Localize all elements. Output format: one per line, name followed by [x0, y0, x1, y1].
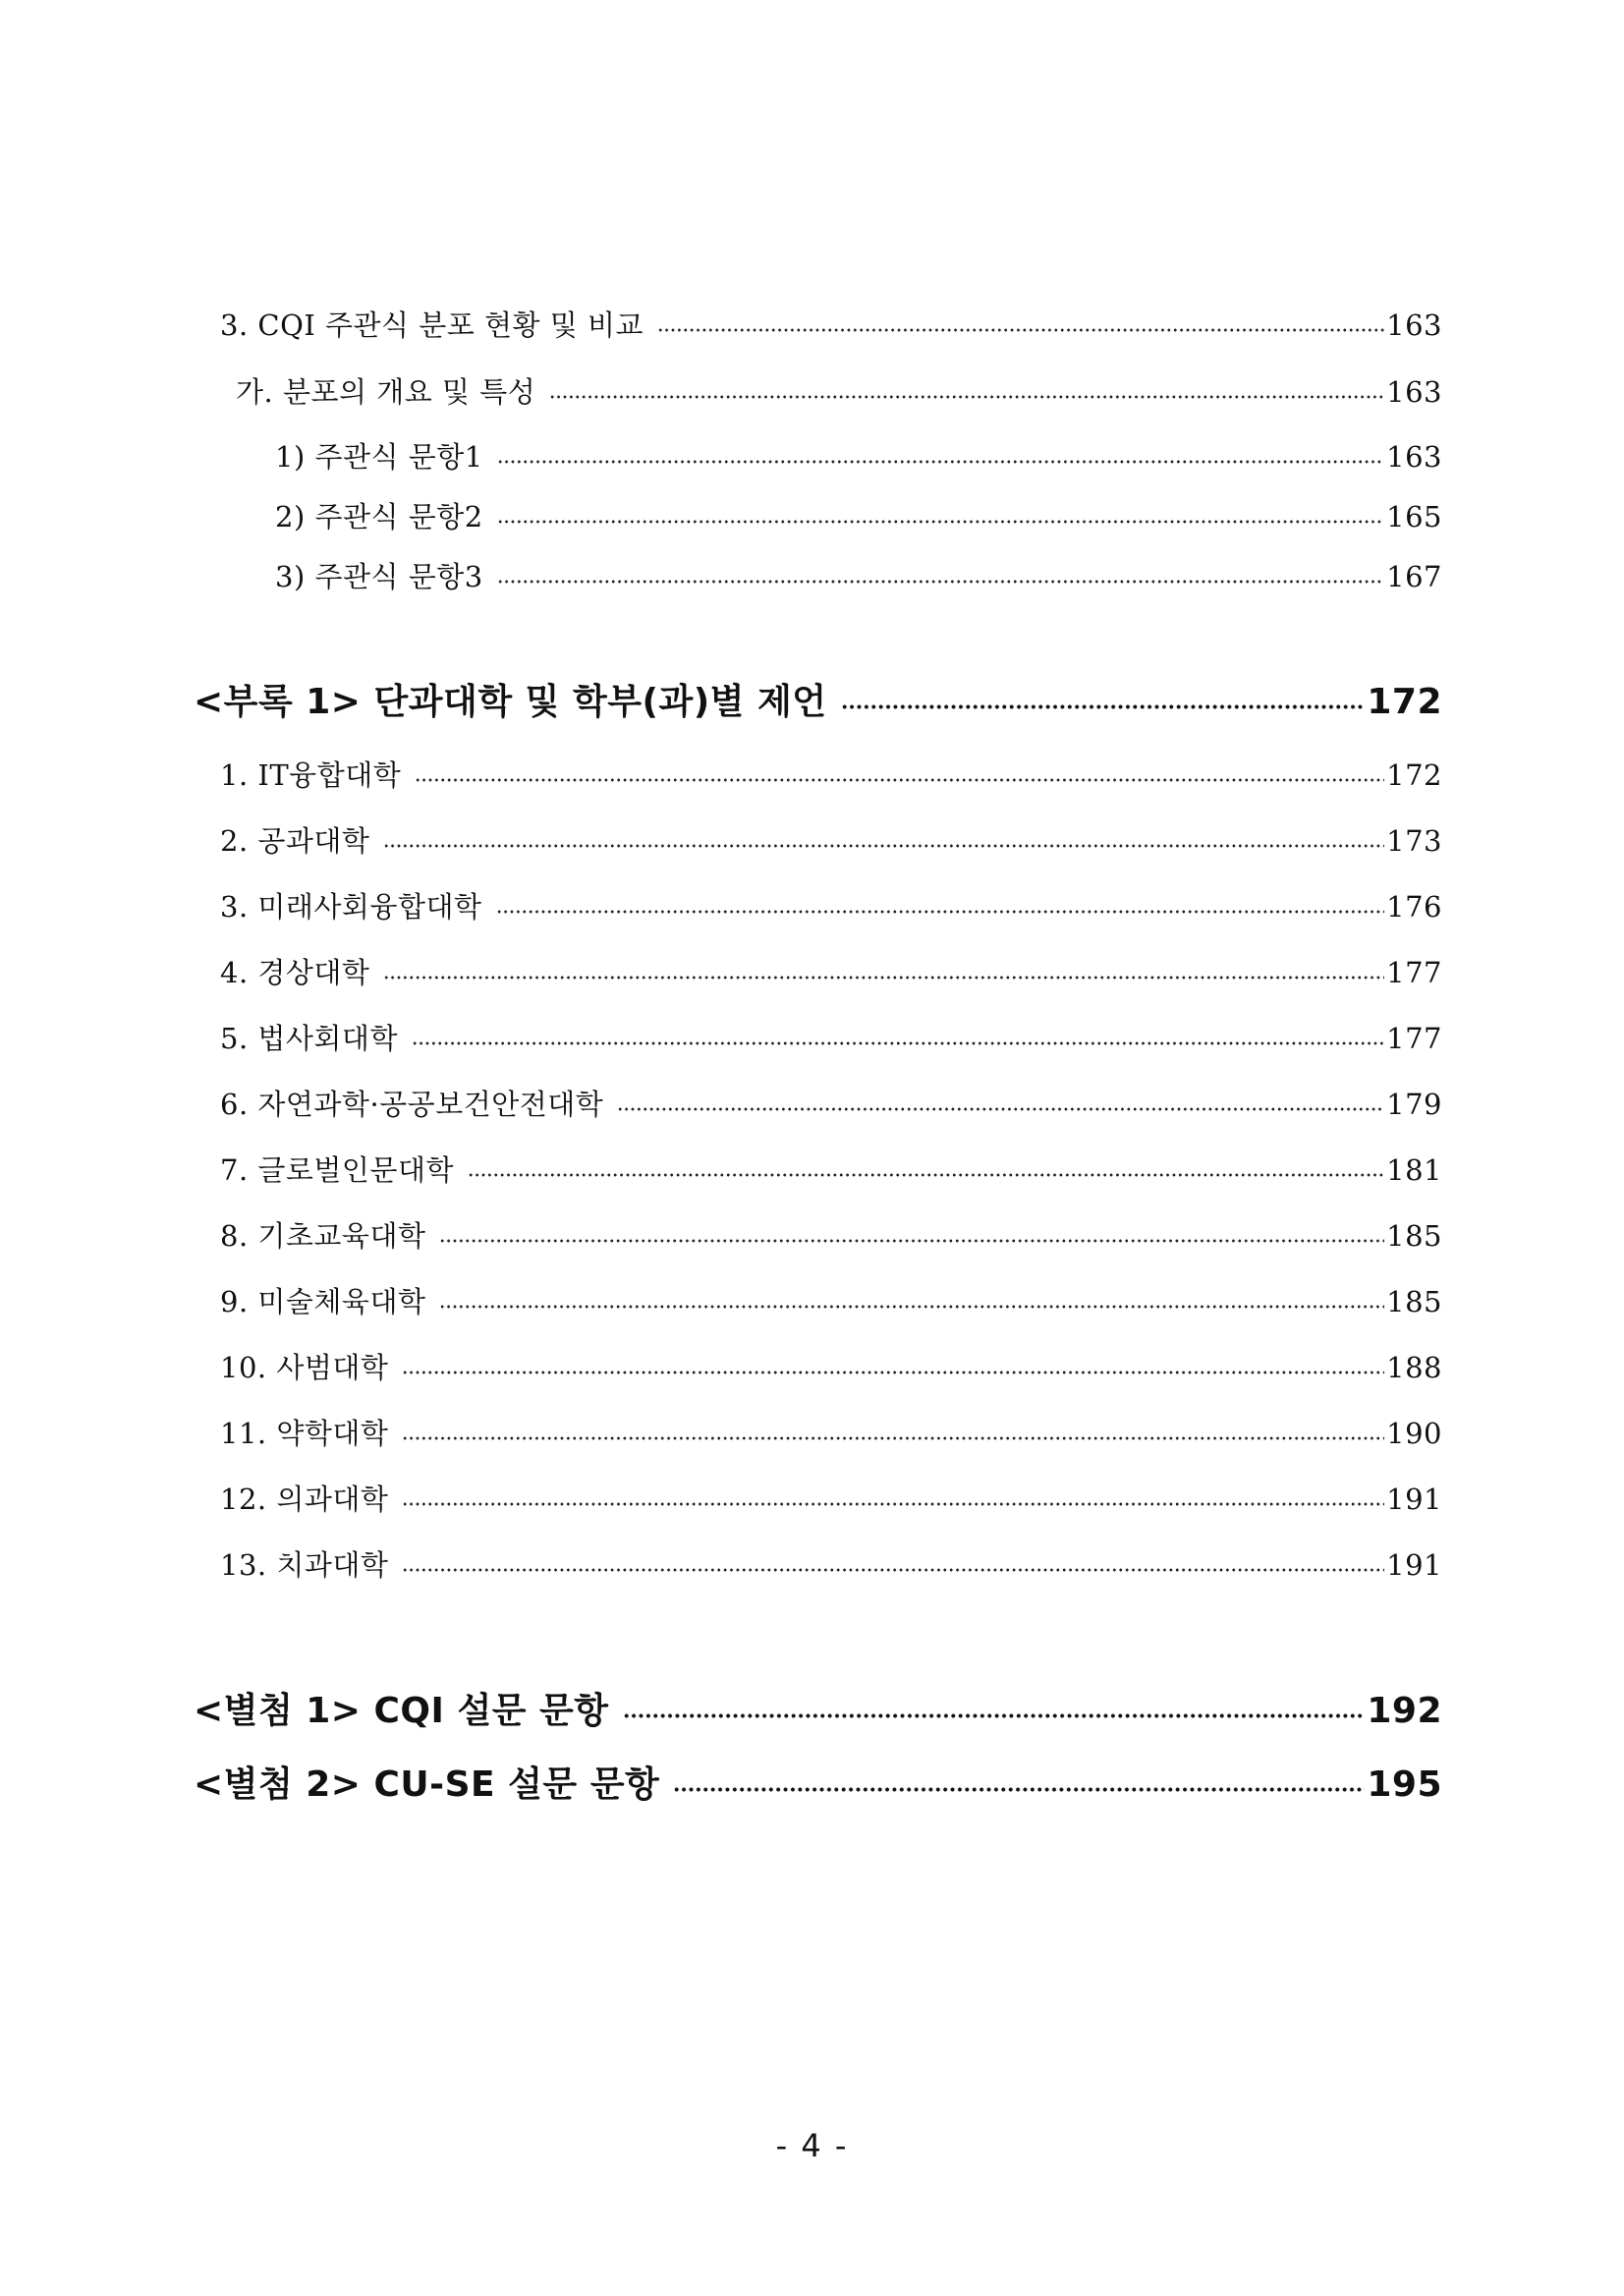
dot-leader: [402, 1482, 1384, 1513]
toc-entry-label: 3) 주관식 문항3: [275, 560, 483, 593]
toc-entry-page: 179: [1386, 1088, 1442, 1121]
toc-entry-label: 5. 법사회대학: [220, 1022, 398, 1055]
toc-entry-page: 177: [1386, 1022, 1442, 1055]
toc-entry-label: 7. 글로벌인문대학: [220, 1153, 454, 1187]
toc-entry[interactable]: [220, 1543, 1442, 1584]
dot-leader: [497, 439, 1384, 471]
toc-entry[interactable]: [220, 1148, 1442, 1189]
toc-entry-label: 9. 미술체육대학: [220, 1285, 426, 1318]
toc-entry[interactable]: [220, 951, 1442, 991]
toc-entry-page: 163: [1386, 375, 1442, 409]
dot-leader: [402, 1350, 1384, 1381]
toc-appendix-heading[interactable]: [194, 1683, 1442, 1733]
dot-leader: [549, 374, 1384, 406]
dot-leader: [412, 1021, 1384, 1052]
toc-entry[interactable]: [236, 370, 1442, 411]
toc-entry-page: 177: [1386, 956, 1442, 989]
toc-entry-label: 8. 기초교육대학: [220, 1219, 426, 1253]
toc-entry-page: 190: [1386, 1417, 1442, 1450]
toc-entry-page: 181: [1386, 1153, 1442, 1187]
dot-leader: [468, 1152, 1384, 1184]
toc-appendix-label: <별첨 1> CQI 설문 문항: [194, 1691, 609, 1731]
toc-entry-label: 가. 분포의 개요 및 특성: [236, 375, 536, 409]
toc-entry-page: 165: [1386, 500, 1442, 533]
toc-entry-page: 163: [1386, 440, 1442, 474]
dot-leader: [657, 308, 1384, 339]
toc-entry-label: 10. 사범대학: [220, 1351, 389, 1384]
dot-leader: [623, 1688, 1366, 1727]
toc-appendix-label: <별첨 2> CU-SE 설문 문항: [194, 1764, 660, 1805]
dot-leader: [415, 757, 1384, 789]
toc-entry-label: 2) 주관식 문항2: [275, 500, 483, 533]
toc-entry-label: 1) 주관식 문항1: [275, 440, 483, 474]
toc-entry[interactable]: [220, 1017, 1442, 1057]
toc-appendix-heading[interactable]: [194, 1757, 1442, 1807]
toc-entry-page: 185: [1386, 1285, 1442, 1318]
toc-entry-label: 11. 약학대학: [220, 1417, 389, 1450]
dot-leader: [841, 679, 1366, 718]
toc-appendix-page: 195: [1367, 1764, 1442, 1805]
toc-entry-label: 1. IT융합대학: [220, 758, 402, 792]
toc-entry-page: 185: [1386, 1219, 1442, 1253]
dot-leader: [673, 1762, 1365, 1801]
dot-leader: [402, 1547, 1384, 1579]
toc-entry[interactable]: [220, 1412, 1442, 1452]
dot-leader: [497, 499, 1384, 531]
toc-entry-page: 167: [1386, 560, 1442, 593]
dot-leader: [383, 823, 1384, 855]
dot-leader: [496, 889, 1385, 921]
toc-section-heading[interactable]: [194, 674, 1442, 724]
toc-section-page: 172: [1367, 682, 1442, 722]
dot-leader: [439, 1284, 1384, 1316]
toc-entry[interactable]: [220, 754, 1442, 794]
toc-entry-page: 191: [1386, 1483, 1442, 1516]
toc-section-label: <부록 1> 단과대학 및 학부(과)별 제언: [194, 682, 827, 722]
toc-entry[interactable]: [275, 555, 1442, 595]
dot-leader: [497, 559, 1384, 590]
toc-entry[interactable]: [220, 1214, 1442, 1255]
toc-entry[interactable]: [220, 1280, 1442, 1320]
toc-entry[interactable]: [220, 885, 1442, 925]
dot-leader: [402, 1416, 1384, 1447]
toc-entry-label: 12. 의과대학: [220, 1483, 389, 1516]
toc-entry-label: 3. CQI 주관식 분포 현황 및 비교: [220, 308, 644, 342]
toc-entry-page: 163: [1386, 308, 1442, 342]
toc-entry[interactable]: [220, 1083, 1442, 1123]
dot-leader: [439, 1218, 1384, 1250]
toc-appendix-page: 192: [1367, 1691, 1442, 1731]
toc-entry-page: 188: [1386, 1351, 1442, 1384]
page-number: - 4 -: [775, 2127, 849, 2164]
toc-entry[interactable]: [220, 819, 1442, 860]
toc-entry-label: 4. 경상대학: [220, 956, 370, 989]
toc-entry-label: 2. 공과대학: [220, 824, 370, 858]
toc-entry-page: 176: [1386, 890, 1442, 924]
toc-entry-label: 6. 자연과학·공공보건안전대학: [220, 1088, 604, 1121]
toc-entry-label: 3. 미래사회융합대학: [220, 890, 482, 924]
dot-leader: [383, 955, 1384, 986]
dot-leader: [617, 1087, 1384, 1118]
toc-entry-page: 191: [1386, 1548, 1442, 1582]
toc-entry[interactable]: [220, 304, 1442, 344]
toc-entry-label: 13. 치과대학: [220, 1548, 389, 1582]
toc-entry[interactable]: [220, 1478, 1442, 1518]
toc-entry[interactable]: [220, 1346, 1442, 1386]
toc-entry-page: 172: [1386, 758, 1442, 792]
toc-entry[interactable]: [275, 495, 1442, 535]
toc-entry[interactable]: [275, 435, 1442, 476]
toc-entry-page: 173: [1386, 824, 1442, 858]
